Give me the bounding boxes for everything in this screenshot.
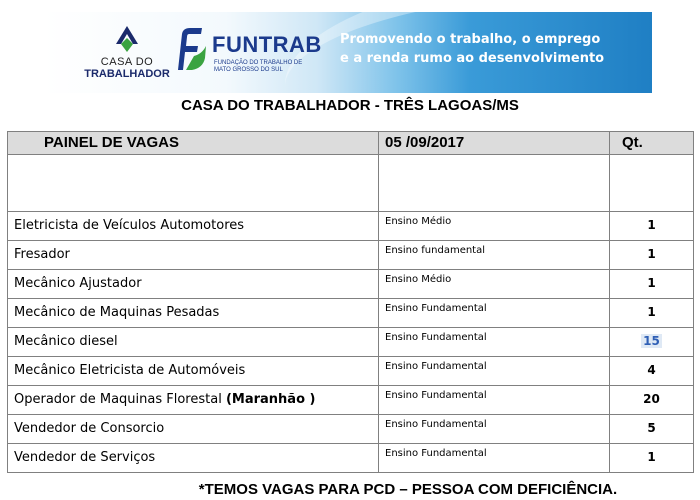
job-title-text: Fresador [14,247,70,262]
funtrab-logo [172,22,322,88]
education-requirement: Ensino Fundamental [385,332,487,343]
job-title [8,357,378,378]
quantity-text: 15 [643,334,660,348]
quantity-value [610,299,693,319]
header-date: 05 /09/2017 [379,132,610,155]
quantity-value [610,386,693,406]
table-row [8,386,694,415]
education-cell [379,386,610,415]
job-title [8,212,378,233]
quantity-text: 4 [647,363,656,377]
job-cell [8,328,379,357]
pcd-notice: *TEMOS VAGAS PARA PCD – PESSOA COM DEFICIÊNCIA. [198,481,618,498]
header-banner [44,12,652,93]
job-title-text: Mecânico diesel [14,334,118,349]
education-requirement: Ensino Fundamental [385,419,487,430]
casa-logo-line2: TRABALHADOR [84,68,170,80]
page-title: CASA DO TRABALHADOR - TRÊS LAGOAS/MS [181,97,519,114]
vacancies-table [7,131,694,473]
quantity-value [610,357,693,377]
table-row [8,241,694,270]
casa-logo-line1: CASA DO [100,56,154,68]
quantity-cell [610,415,694,444]
quantity-text: 1 [647,247,656,261]
funtrab-name: FUNTRAB [212,32,322,57]
table-row [8,270,694,299]
table-row [8,444,694,473]
job-title [8,299,378,320]
education-cell [379,357,610,386]
quantity-value [610,415,693,435]
table-row [8,357,694,386]
quantity-text: 1 [647,450,656,464]
quantity-text: 20 [643,392,660,406]
quantity-cell [610,328,694,357]
quantity-cell [610,386,694,415]
casa-do-trabalhador-logo [72,24,182,90]
slogan-line-1: Promovendo o trabalho, o emprego [340,32,601,47]
job-title [8,328,378,349]
quantity-text: 1 [647,305,656,319]
job-title-text: Vendedor de Consorcio [14,421,165,436]
job-title [8,386,378,407]
quantity-cell [610,241,694,270]
quantity-cell [610,270,694,299]
job-cell [8,444,379,473]
blank-cell [610,155,694,212]
education-cell [379,241,610,270]
job-location: (Maranhão ) [225,392,316,407]
slogan-line-2: e a renda rumo ao desenvolvimento [340,51,605,66]
banner-slogan [340,30,650,68]
job-cell [8,212,379,241]
quantity-value [610,212,693,232]
table-row [8,328,694,357]
quantity-text: 1 [647,276,656,290]
job-title [8,415,378,436]
funtrab-mark-icon [172,26,208,72]
education-cell [379,212,610,241]
quantity-text: 5 [647,421,656,435]
education-requirement: Ensino Fundamental [385,448,487,459]
blank-row [8,155,694,212]
education-requirement: Ensino Fundamental [385,390,487,401]
quantity-value [610,241,693,261]
header-title: PAINEL DE VAGAS [8,132,379,155]
blank-cell [8,155,379,212]
job-title-text: Vendedor de Serviços [14,450,156,465]
table-header-row [8,132,694,155]
job-cell [8,241,379,270]
job-title [8,444,378,465]
quantity-cell [610,299,694,328]
job-title [8,241,378,262]
job-cell [8,415,379,444]
quantity-cell [610,444,694,473]
job-cell [8,357,379,386]
education-cell [379,299,610,328]
job-title-text: Mecânico Eletricista de Automóveis [14,363,246,378]
job-cell [8,299,379,328]
quantity-value [610,444,693,464]
education-requirement: Ensino fundamental [385,245,486,256]
education-cell [379,415,610,444]
education-requirement: Ensino Fundamental [385,361,487,372]
casa-logo-icon [112,24,142,54]
education-requirement: Ensino Médio [385,274,452,285]
table-row [8,299,694,328]
quantity-text: 1 [647,218,656,232]
job-title-text: Eletricista de Veículos Automotores [14,218,245,233]
job-cell [8,270,379,299]
blank-cell [379,155,610,212]
quantity-value [610,328,693,348]
job-title [8,270,378,291]
quantity-cell [610,357,694,386]
quantity-value [610,270,693,290]
education-requirement: Ensino Médio [385,216,452,227]
job-cell [8,386,379,415]
education-cell [379,270,610,299]
table-row [8,415,694,444]
education-cell [379,444,610,473]
quantity-cell [610,212,694,241]
funtrab-subtitle: FUNDAÇÃO DO TRABALHO DE MATO GROSSO DO SUL [214,60,303,73]
education-cell [379,328,610,357]
job-title-text: Mecânico de Maquinas Pesadas [14,305,220,320]
table-row [8,212,694,241]
education-requirement: Ensino Fundamental [385,303,487,314]
job-title-text: Operador de Maquinas Florestal [14,392,222,407]
job-title-text: Mecânico Ajustador [14,276,142,291]
header-qty: Qt. [610,132,694,155]
